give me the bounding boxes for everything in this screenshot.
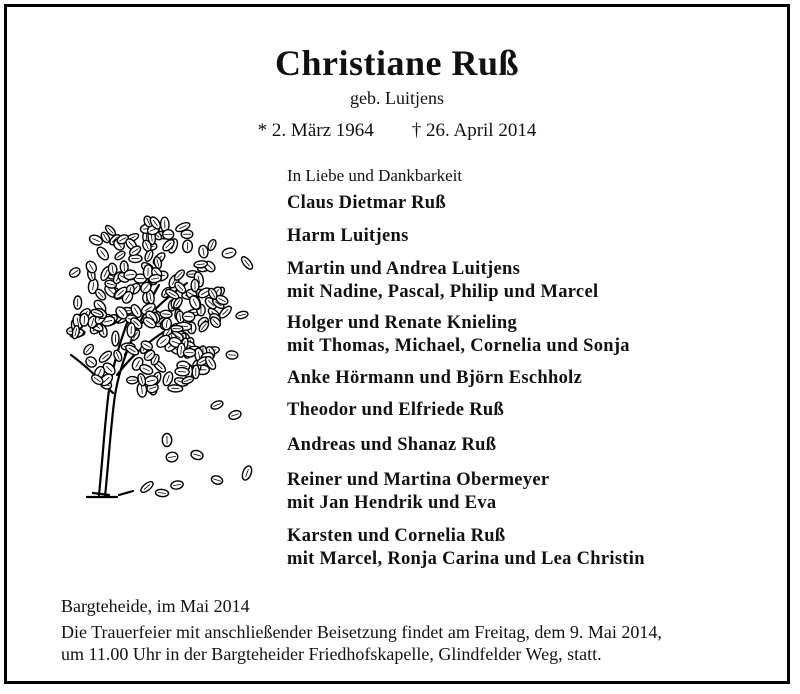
mourner-entry — [287, 525, 645, 571]
mourner-entry — [287, 399, 504, 422]
place-and-date: Bargteheide, im Mai 2014 — [61, 596, 250, 616]
life-dates — [7, 120, 787, 142]
mourner-entry — [287, 225, 409, 248]
birth-date: * 2. März 1964 — [257, 120, 374, 141]
mourner-line: Martin und Andrea Luitjens — [287, 259, 521, 279]
mourner-line: Theodor und Elfriede Ruß — [287, 400, 505, 420]
obituary-frame — [4, 4, 790, 684]
mourner-line: Reiner und Martina Obermeyer — [287, 470, 550, 490]
funeral-notice — [61, 621, 662, 665]
mourner-line: mit Jan Hendrik und Eva — [287, 493, 497, 513]
windblown-tree-icon — [47, 205, 257, 505]
mourner-entry — [287, 192, 446, 215]
death-date: † 26. April 2014 — [411, 120, 537, 141]
mourner-entry — [287, 469, 549, 515]
mourner-line: Holger und Renate Knieling — [287, 313, 517, 333]
mourner-entry — [287, 434, 496, 457]
mourner-entry — [287, 258, 598, 304]
mourner-entry — [287, 312, 630, 358]
mourner-line: mit Thomas, Michael, Cornelia und Sonja — [287, 336, 630, 356]
mourner-line: Harm Luitjens — [287, 226, 409, 246]
mourner-line: Andreas und Shanaz Ruß — [287, 435, 497, 455]
mourner-entry — [287, 367, 582, 390]
deceased-name: Christiane Ruß — [274, 43, 520, 83]
intro-text: In Liebe und Dankbarkeit — [287, 166, 463, 185]
mourner-line: Claus Dietmar Ruß — [287, 193, 446, 213]
funeral-line-1: Die Trauerfeier mit anschließender Beisetzung findet am Freitag, dem 9. Mai 2014, — [61, 622, 662, 642]
mourner-line: Anke Hörmann und Björn Eschholz — [287, 368, 583, 388]
funeral-line-2: um 11.00 Uhr in der Bargteheider Friedhofskapelle, Glindfelder Weg, statt. — [61, 644, 602, 664]
mourner-line: Karsten und Cornelia Ruß — [287, 526, 506, 546]
mourner-line: mit Marcel, Ronja Carina und Lea Christin — [287, 549, 645, 569]
birth-name: geb. Luitjens — [350, 88, 444, 108]
mourner-line: mit Nadine, Pascal, Philip und Marcel — [287, 282, 599, 302]
